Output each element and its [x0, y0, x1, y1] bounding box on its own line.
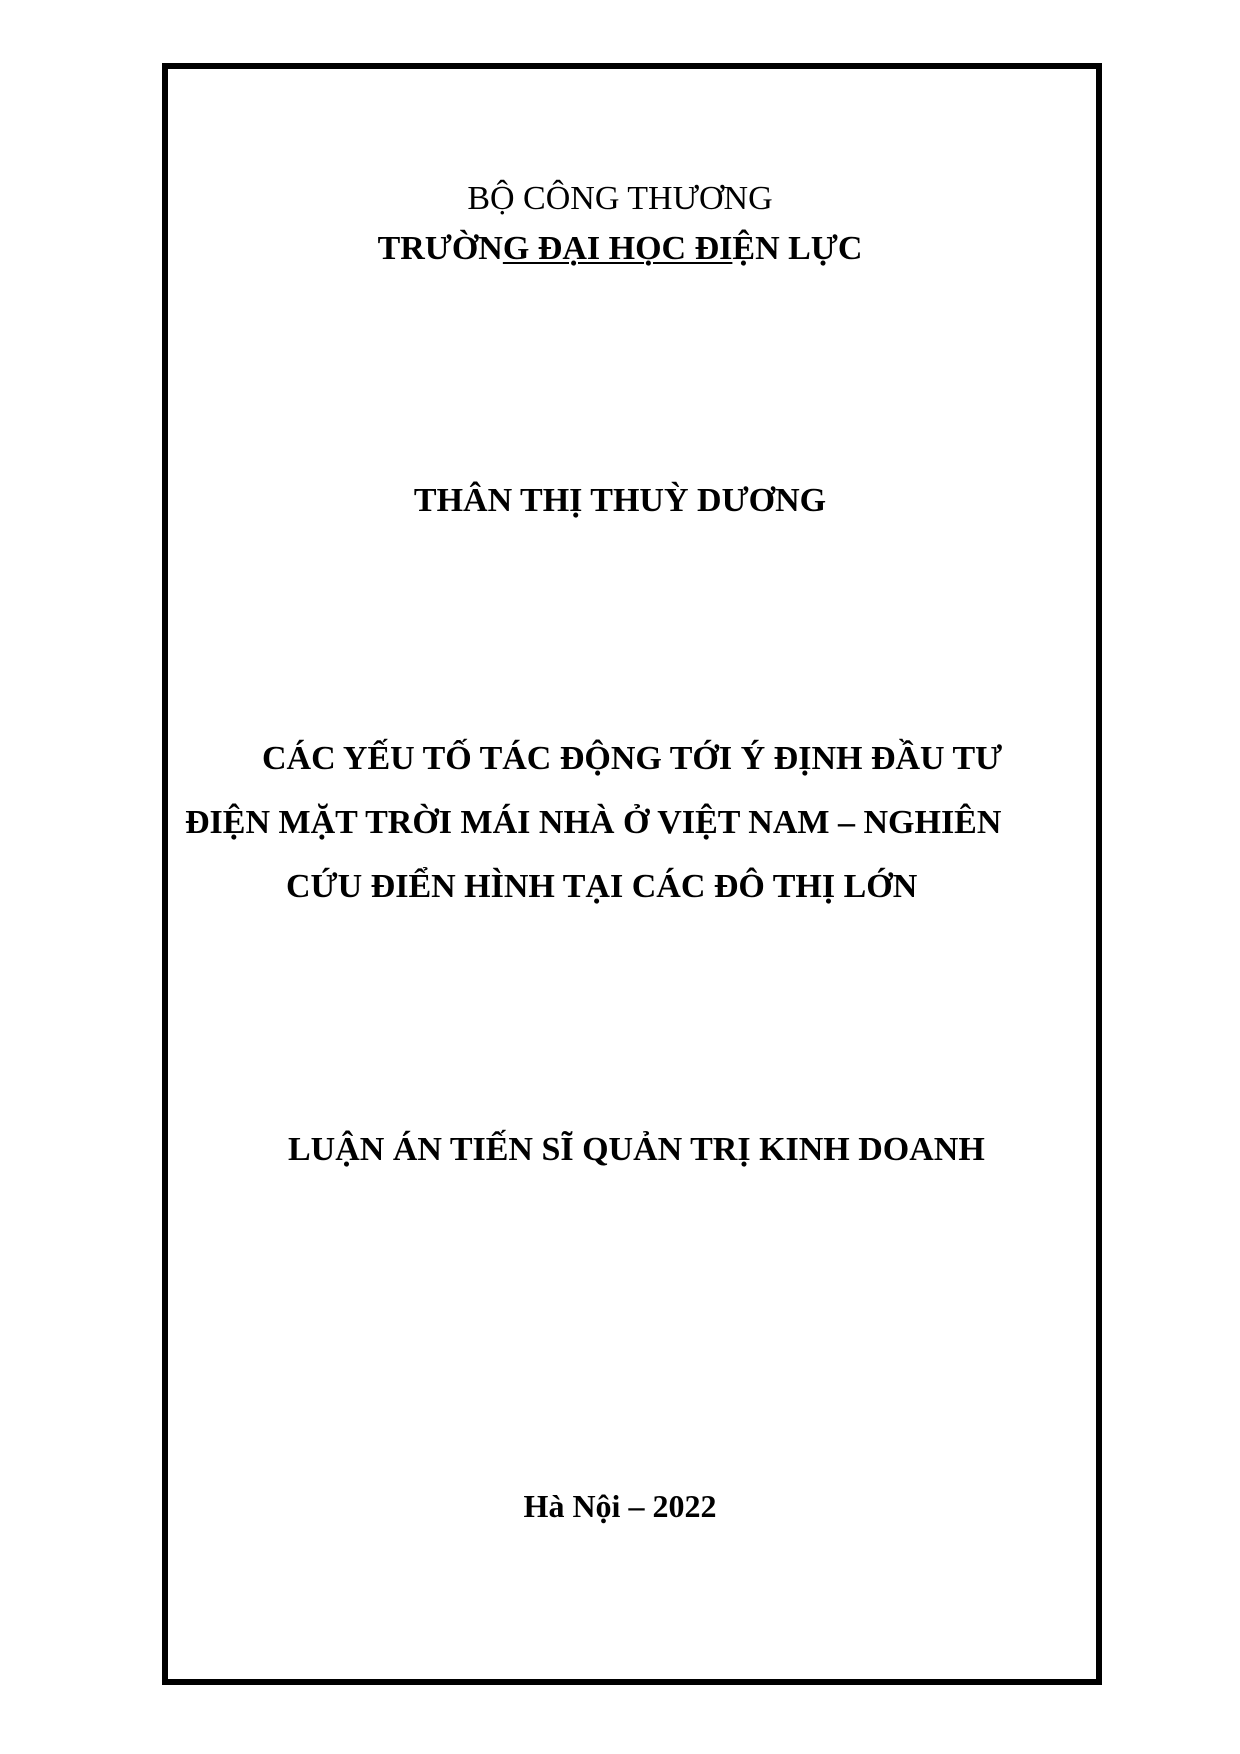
- university-name-part-1: TRƯỜN: [377, 230, 503, 267]
- ministry-name: BỘ CÔNG THƯƠNG: [467, 180, 773, 217]
- place-and-year: Hà Nội – 2022: [523, 1488, 717, 1524]
- degree-title: LUẬN ÁN TIẾN SĨ QUẢN TRỊ KINH DOANH: [288, 1131, 985, 1168]
- university-name-part-3: ỆN LỰC: [732, 230, 863, 267]
- university-name-underlined-part: G ĐẠI HỌC ĐI: [502, 230, 733, 267]
- thesis-title-line-3: CỨU ĐIỂN HÌNH TẠI CÁC ĐÔ THỊ LỚN: [286, 868, 918, 905]
- author-name: THÂN THỊ THUỲ DƯƠNG: [413, 482, 827, 519]
- university-name: [0, 232, 1240, 266]
- thesis-title-line-2: ĐIỆN MẶT TRỜI MÁI NHÀ Ở VIỆT NAM – NGHIÊN: [185, 804, 1002, 841]
- thesis-title-line-1: CÁC YẾU TỐ TÁC ĐỘNG TỚI Ý ĐỊNH ĐẦU TƯ: [262, 740, 1003, 777]
